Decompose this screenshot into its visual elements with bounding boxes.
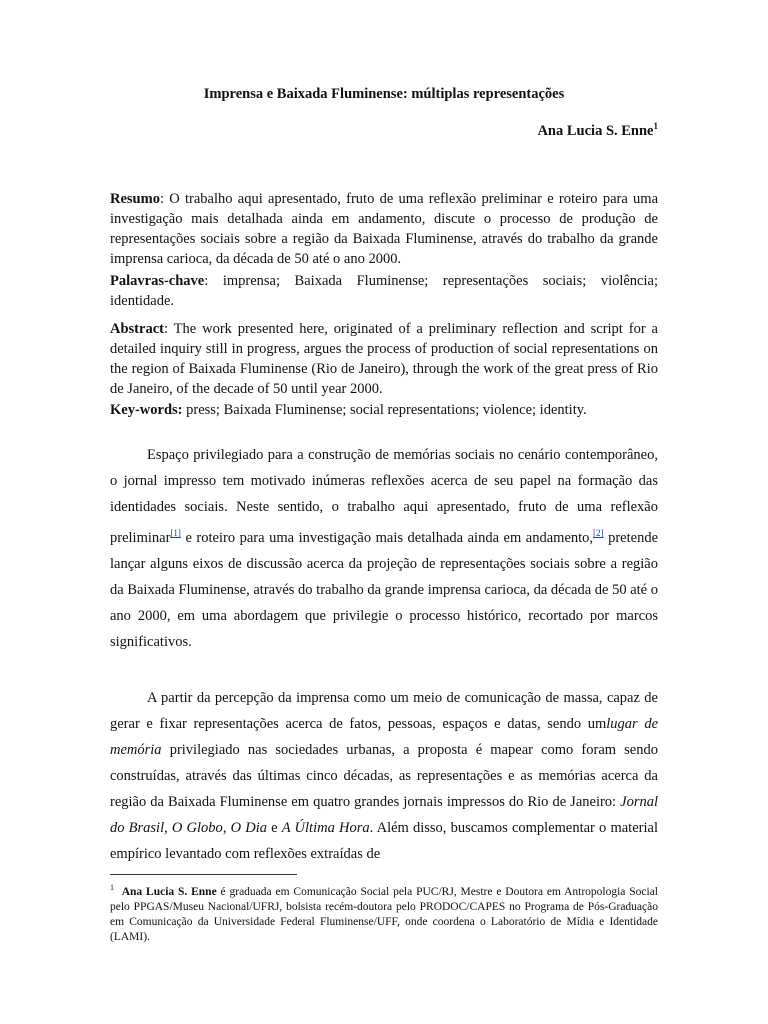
- para1-text-a: Espaço privilegiado para a construção de memórias sociais no cenário contemporâneo, o jornal impresso tem motivado inúmeras reflexões acerca de seu papel na formação das identidades sociais. Neste sentido, o trabalho aqui apresentado, fruto de uma reflexão preliminar: [110, 447, 658, 546]
- footnote-author-name: Ana Lucia S. Enne: [121, 885, 217, 898]
- para1-text-c: pretende lançar alguns eixos de discussão acerca da projeção de representações sociais sobre a região da Baixada Fluminense, através do trabalho da grande imprensa carioca, da década de 50 até o ano 2000, em uma abordagem que privilegie o processo histórico, recortado por marcos significativos.: [110, 529, 658, 650]
- para2-sep-3: e: [267, 820, 282, 836]
- keywords-text: press; Baixada Fluminense; social representations; violence; identity.: [182, 402, 587, 418]
- author-footnote-mark: 1: [653, 121, 658, 131]
- newspaper-a-ultima-hora: A Última Hora: [281, 820, 370, 836]
- abstract-text: : The work presented here, originated of a preliminary reflection and script for a detailed inquiry still in progress, argues the process of production of social representations on the region of Baixada Fluminense (Rio de Janeiro), through the work of the great press of Rio de Janeiro, of the decade of 50 until year 2000.: [110, 321, 658, 397]
- abstract-paragraph: [110, 319, 658, 399]
- footnote-separator: [110, 874, 297, 875]
- para2-text-c: . Além disso, buscamos complementar o material empírico levantado com reflexões extraídas de: [110, 820, 658, 862]
- paper-title: Imprensa e Baixada Fluminense: múltiplas representações: [203, 86, 565, 102]
- keywords-label: Key-words:: [110, 402, 183, 418]
- abstract-label: Abstract: [110, 321, 164, 337]
- palavras-chave-label: Palavras-chave: [110, 273, 205, 289]
- body-paragraph-1: [110, 442, 658, 655]
- palavras-chave-text: : imprensa; Baixada Fluminense; representações sociais; violência; identidade.: [110, 273, 658, 309]
- keywords-paragraph: [110, 400, 658, 420]
- newspaper-o-globo: O Globo: [171, 820, 223, 836]
- resumo-paragraph: [110, 189, 658, 269]
- resumo-text: : O trabalho aqui apresentado, fruto de uma reflexão preliminar e roteiro para uma investigação mais detalhada ainda em andamento, discute o processo de produção de representações sociais sobre a região da Baixada Fluminense, através do trabalho da grande imprensa carioca, da década de 50 até o ano 2000.: [110, 191, 658, 267]
- author-line: [537, 121, 658, 140]
- body-paragraph-2: [110, 685, 658, 867]
- footnote-1: [110, 880, 658, 945]
- newspaper-o-dia: O Dia: [230, 820, 267, 836]
- para2-sep-2: ,: [222, 820, 231, 836]
- para2-text-a: A partir da percepção da imprensa como um meio de comunicação de massa, capaz de gerar e fixar representações acerca de fatos, pessoas, espaços e datas, sendo um: [110, 690, 658, 732]
- para2-italic-term: lugar de memória: [110, 716, 659, 758]
- footnote-text: é graduada em Comunicação Social pela PUC/RJ, Mestre e Doutora em Antropologia Social pelo PPGAS/Museu Nacional/UFRJ, bolsista recém-doutora pelo PRODOC/CAPES no Programa de Pós-Graduação em Comunicação da Universidade Federal Fluminense/UFF, onde coordena o Laboratório de Mídia e Identidade (LAMI).: [110, 885, 659, 943]
- resumo-label: Resumo: [110, 191, 160, 207]
- palavras-chave-paragraph: [110, 271, 658, 311]
- author-name: Ana Lucia S. Enne: [537, 122, 654, 139]
- footnote-link-1[interactable]: [1]: [170, 528, 181, 538]
- para2-sep-1: ,: [164, 820, 172, 836]
- footnote-mark: 1: [110, 883, 114, 892]
- footnote-link-2[interactable]: [2]: [593, 528, 604, 538]
- para1-text-b: e roteiro para uma investigação mais detalhada ainda em andamento,: [180, 529, 594, 546]
- newspaper-jornal-do-brasil: Jornal do Brasil: [110, 794, 658, 836]
- para2-text-b: privilegiado nas sociedades urbanas, a proposta é mapear como foram sendo construídas, através das últimas cinco décadas, as representações e as memórias acerca da região da Baixada Fluminense em quatro grandes jornais impressos do Rio de Janeiro:: [110, 742, 658, 810]
